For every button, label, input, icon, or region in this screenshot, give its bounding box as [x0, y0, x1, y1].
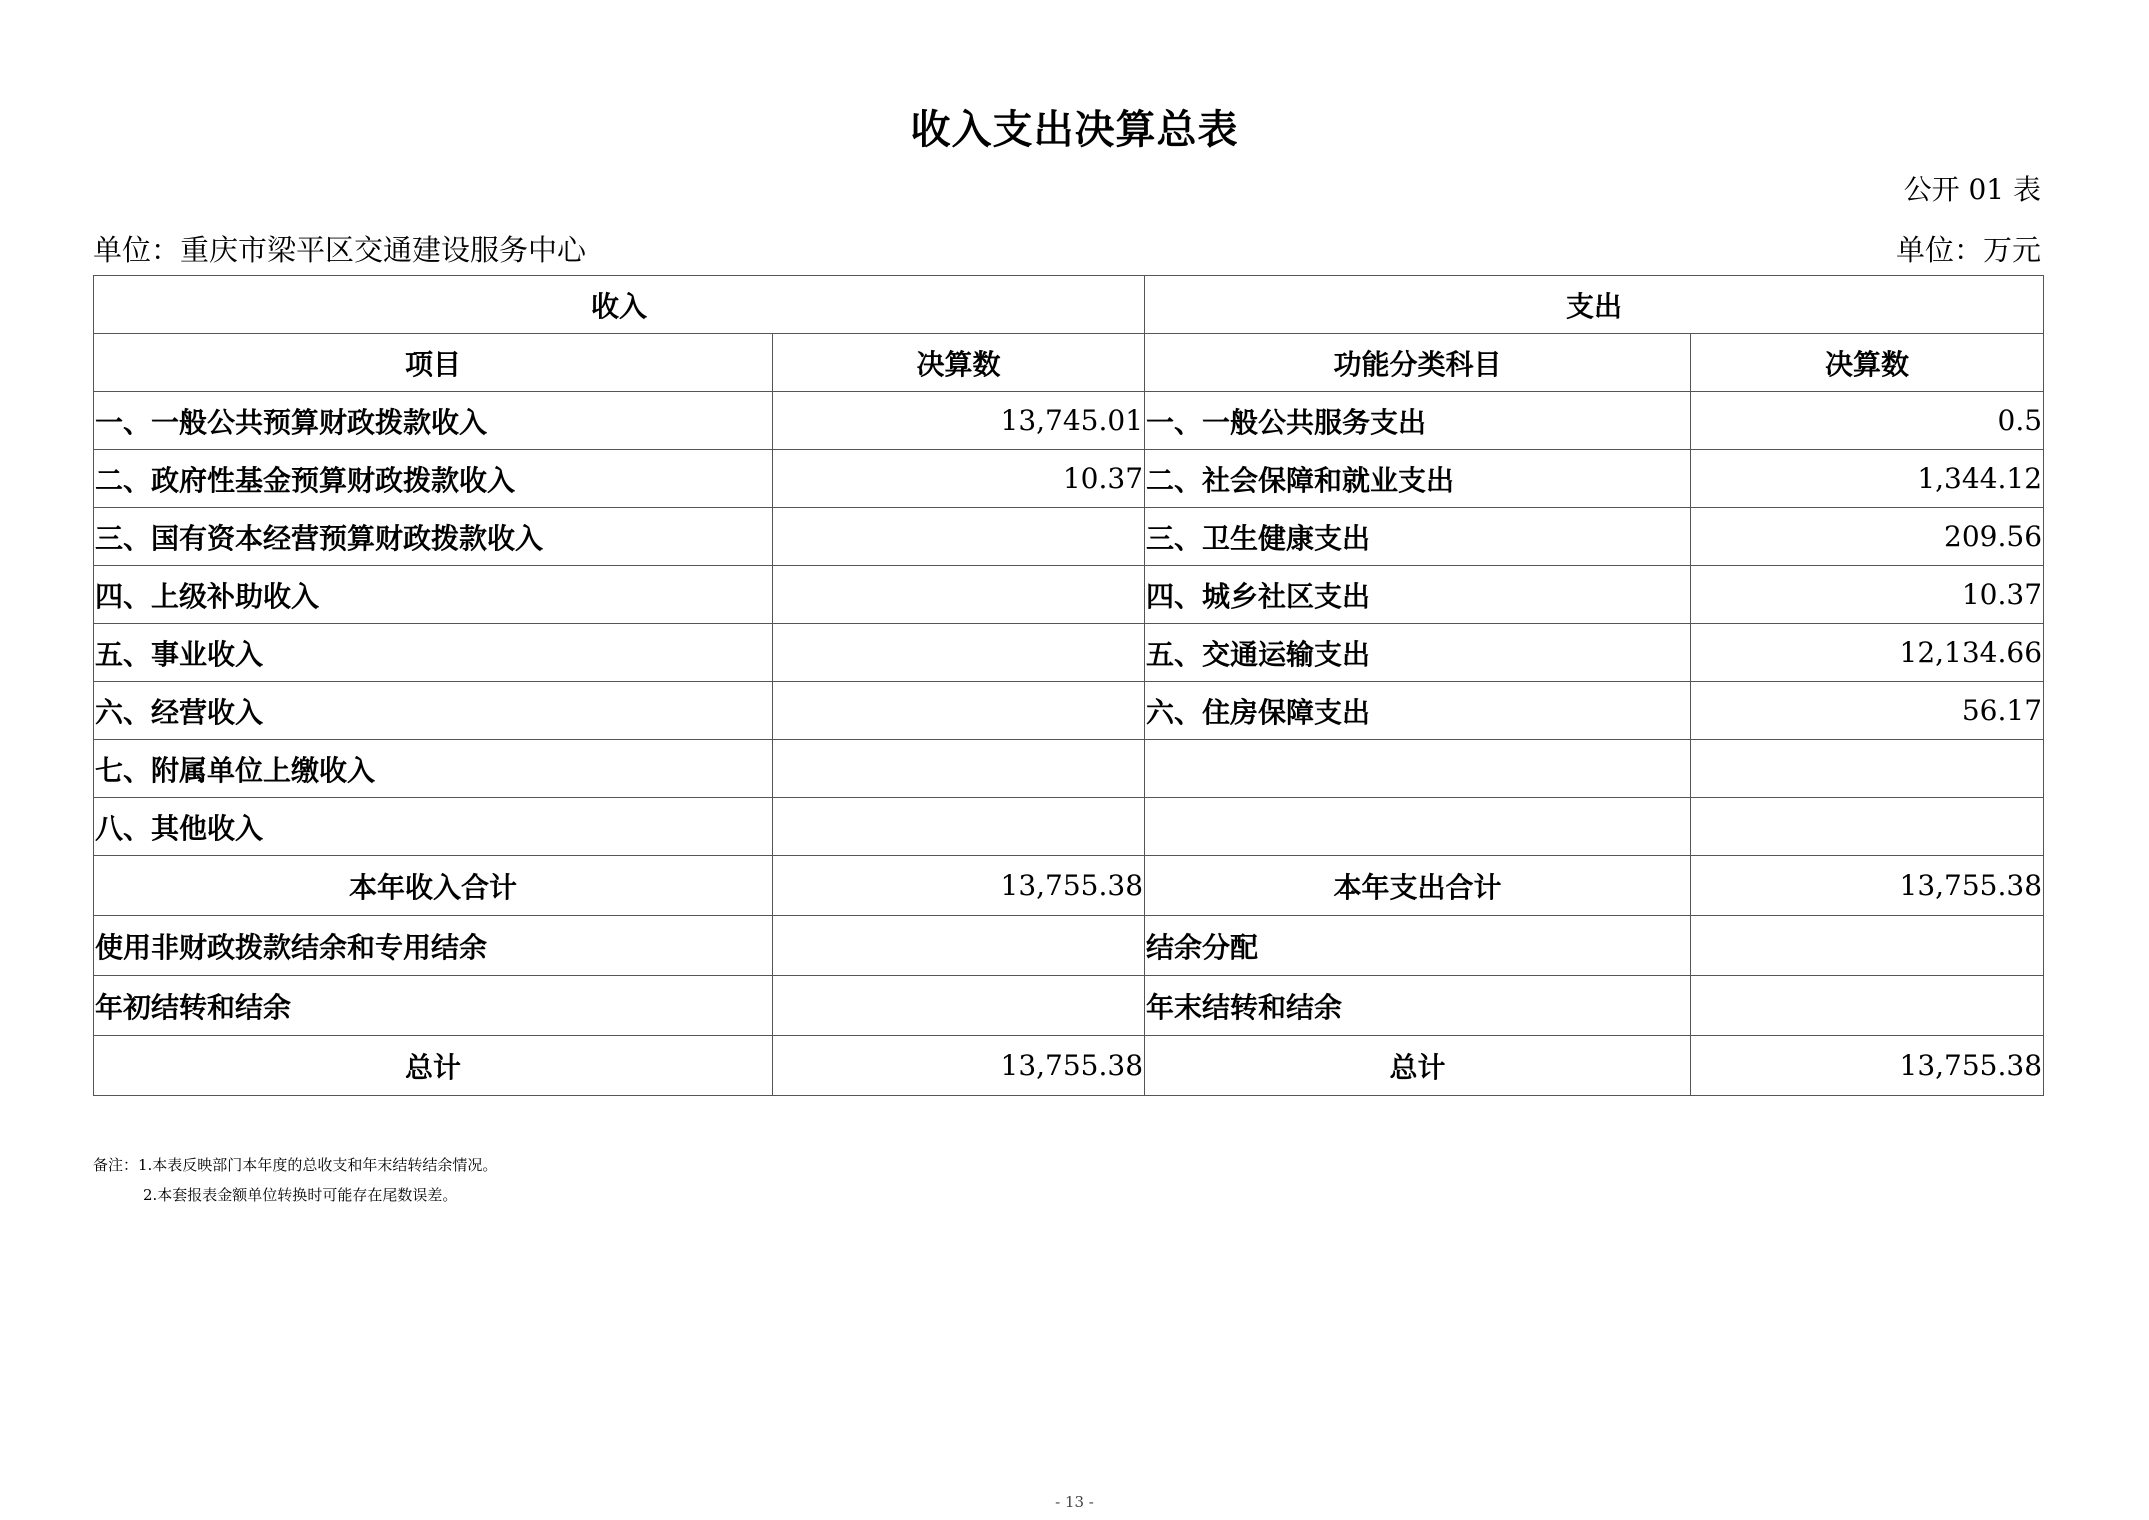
column-header-row: [94, 334, 2044, 392]
income-item: 三、国有资本经营预算财政拨款收入: [94, 508, 773, 566]
expense-value: [1691, 798, 2044, 856]
year-income-total-value: 13,755.38: [773, 856, 1145, 916]
section-expense: 支出: [1145, 276, 2044, 334]
expense-item: 四、城乡社区支出: [1145, 566, 1691, 624]
year-expense-total-label: 本年支出合计: [1145, 856, 1691, 916]
income-value: 13,745.01: [773, 392, 1145, 450]
currency-unit: 单位：万元: [1895, 233, 2041, 267]
expense-value: [1691, 976, 2044, 1036]
expense-value: [1691, 916, 2044, 976]
expense-value: 56.17: [1691, 682, 2044, 740]
year-income-total-label: 本年收入合计: [94, 856, 773, 916]
income-item: 二、政府性基金预算财政拨款收入: [94, 450, 773, 508]
income-item: 五、事业收入: [94, 624, 773, 682]
section-header-row: [94, 276, 2044, 334]
income-value: [773, 740, 1145, 798]
expense-item: 结余分配: [1145, 916, 1691, 976]
expense-item: 一、一般公共服务支出: [1145, 392, 1691, 450]
income-item: 年初结转和结余: [94, 976, 773, 1036]
income-value: [773, 566, 1145, 624]
expense-value: 1,344.12: [1691, 450, 2044, 508]
expense-item: 三、卫生健康支出: [1145, 508, 1691, 566]
income-item: 一、一般公共预算财政拨款收入: [94, 392, 773, 450]
table-row: [94, 916, 2044, 976]
grand-expense-total-label: 总计: [1145, 1036, 1691, 1096]
income-expense-table: [93, 275, 2044, 1096]
income-value: [773, 916, 1145, 976]
income-item: 七、附属单位上缴收入: [94, 740, 773, 798]
income-item: 八、其他收入: [94, 798, 773, 856]
expense-value: 10.37: [1691, 566, 2044, 624]
table-row: [94, 392, 2044, 450]
income-item: 四、上级补助收入: [94, 566, 773, 624]
grand-income-total-label: 总计: [94, 1036, 773, 1096]
notes: [93, 1150, 497, 1210]
expense-item: 二、社会保障和就业支出: [1145, 450, 1691, 508]
expense-item: 六、住房保障支出: [1145, 682, 1691, 740]
grand-expense-total-value: 13,755.38: [1691, 1036, 2044, 1096]
expense-value: 12,134.66: [1691, 624, 2044, 682]
section-income: 收入: [94, 276, 1145, 334]
income-value: [773, 624, 1145, 682]
page-title: 收入支出决算总表: [910, 107, 1239, 153]
table-row: [94, 566, 2044, 624]
year-expense-total-value: 13,755.38: [1691, 856, 2044, 916]
year-total-row: [94, 856, 2044, 916]
income-value: [773, 682, 1145, 740]
grand-income-total-value: 13,755.38: [773, 1036, 1145, 1096]
expense-value: 0.5: [1691, 392, 2044, 450]
expense-item: 年末结转和结余: [1145, 976, 1691, 1036]
note-1: 备注：1.本表反映部门本年度的总收支和年末结转结余情况。: [93, 1156, 498, 1174]
table-row: [94, 508, 2044, 566]
header-expense-item: 功能分类科目: [1145, 334, 1691, 392]
income-item: 使用非财政拨款结余和专用结余: [94, 916, 773, 976]
table-row: [94, 450, 2044, 508]
table-row: [94, 624, 2044, 682]
page-number: - 13 -: [1055, 1493, 1094, 1511]
income-value: [773, 798, 1145, 856]
expense-item: [1145, 798, 1691, 856]
expense-value: [1691, 740, 2044, 798]
reporting-unit: 单位：重庆市梁平区交通建设服务中心: [93, 233, 587, 267]
table-row: [94, 976, 2044, 1036]
expense-value: 209.56: [1691, 508, 2044, 566]
income-value: [773, 976, 1145, 1036]
table-row: [94, 740, 2044, 798]
form-code: 公开 01 表: [1903, 173, 2041, 206]
header-income-value: 决算数: [773, 334, 1145, 392]
expense-item: [1145, 740, 1691, 798]
income-value: 10.37: [773, 450, 1145, 508]
header-income-item: 项目: [94, 334, 773, 392]
note-2: 2.本套报表金额单位转换时可能存在尾数误差。: [143, 1186, 458, 1204]
expense-item: 五、交通运输支出: [1145, 624, 1691, 682]
table-row: [94, 682, 2044, 740]
grand-total-row: [94, 1036, 2044, 1096]
income-value: [773, 508, 1145, 566]
income-item: 六、经营收入: [94, 682, 773, 740]
header-expense-value: 决算数: [1691, 334, 2044, 392]
table-row: [94, 798, 2044, 856]
